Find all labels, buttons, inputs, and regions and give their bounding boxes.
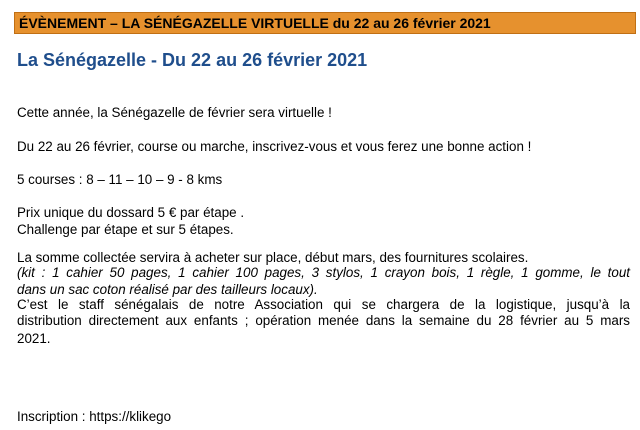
article-title: La Sénégazelle - Du 22 au 26 février 2021 — [17, 50, 368, 70]
event-header-title: ÉVÈNEMENT – LA SÉNÉGAZELLE VIRTUELLE du 22 au 26 février 2021 — [19, 15, 491, 31]
paragraph-courses: 5 courses : 8 – 11 – 10 – 9 - 8 kms — [17, 172, 223, 187]
paragraph-staff-line-1: C’est le staff sénégalais de notre Association qui se chargera de la logistique, jusqu’à la — [17, 297, 630, 312]
paragraph-dates: Du 22 au 26 février, course ou marche, inscrivez-vous et vous ferez une bonne action ! — [17, 139, 532, 154]
paragraph-kit-line-2: dans un sac coton réalisé par des tailleurs locaux). — [17, 282, 318, 297]
paragraph-challenge: Challenge par étape et sur 5 étapes. — [17, 222, 234, 237]
paragraph-staff-line-3: 2021. — [17, 331, 51, 346]
inscription-link[interactable]: Inscription : https://klikego — [17, 409, 172, 424]
paragraph-collect: La somme collectée servira à acheter sur place, début mars, des fournitures scolaires. — [17, 250, 529, 265]
event-header-bar — [14, 12, 636, 34]
paragraph-staff-line-2: distribution directement aux enfants ; opération menée dans la semaine du 28 février au 5 mars — [17, 313, 630, 328]
paragraph-intro: Cette année, la Sénégazelle de février sera virtuelle ! — [17, 105, 332, 120]
paragraph-price: Prix unique du dossard 5 € par étape . — [17, 205, 245, 220]
paragraph-kit-line-1: (kit : 1 cahier 50 pages, 1 cahier 100 pages, 3 stylos, 1 crayon bois, 1 règle, 1 gomme, le tout — [17, 265, 630, 280]
